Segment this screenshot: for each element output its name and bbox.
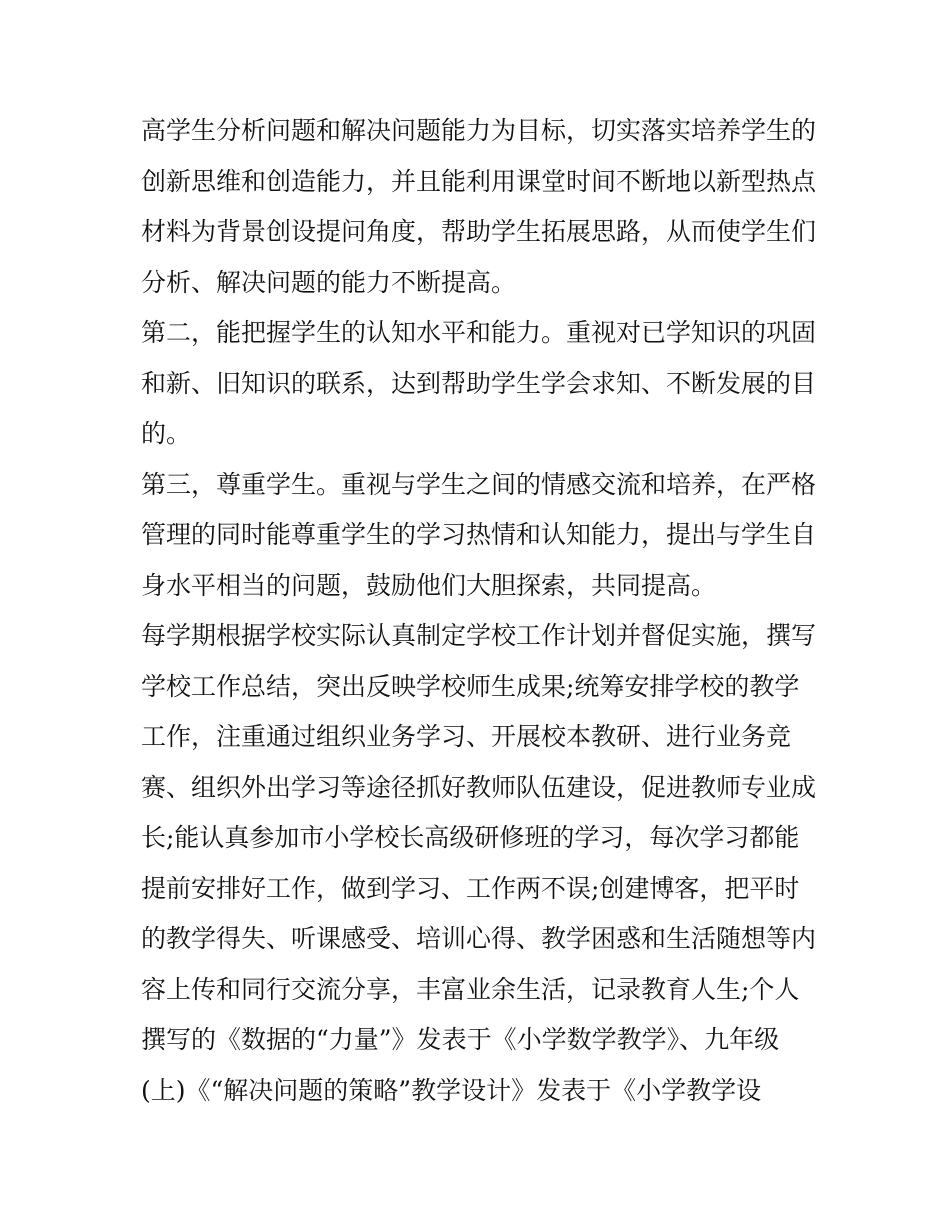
text-line: 身水平相当的问题，鼓励他们大胆探索，共同提高。 xyxy=(141,570,717,600)
text-line: 第三，尊重学生。重视与学生之间的情感交流和培养，在严格 xyxy=(141,469,817,499)
text-line: (上)《“解决问题的策略”教学设计》发表于《小学教学设 xyxy=(141,1075,762,1105)
text-line: 学校工作总结，突出反映学校师生成果;统筹安排学校的教学 xyxy=(141,671,800,701)
text-line: 高学生分析问题和解决问题能力为目标，切实落实培养学生的 xyxy=(141,116,817,145)
text-line: 撰写的《数据的“力量”》发表于《小学数学教学》、九年级 xyxy=(141,1025,780,1054)
text-line: 的教学得失、听课感受、培训心得、教学困惑和生活随想等内 xyxy=(141,924,817,953)
text-line: 的。 xyxy=(141,419,192,448)
text-line: 提前安排好工作，做到学习、工作两不误;创建博客，把平时 xyxy=(141,873,800,903)
text-line: 工作，注重通过组织业务学习、开展校本教研、进行业务竞 xyxy=(141,722,792,751)
text-line: 和新、旧知识的联系，达到帮助学生学会求知、不断发展的目 xyxy=(141,368,817,398)
text-line: 第二，能把握学生的认知水平和能力。重视对已学知识的巩固 xyxy=(141,318,817,347)
text-line: 容上传和同行交流分享，丰富业余生活，记录教育人生;个人 xyxy=(141,974,800,1004)
text-line: 创新思维和创造能力，并且能利用课堂时间不断地以新型热点 xyxy=(141,166,817,196)
text-line: 分析、解决问题的能力不断提高。 xyxy=(141,267,517,297)
text-line: 每学期根据学校实际认真制定学校工作计划并督促实施，撰写 xyxy=(141,621,817,650)
text-line: 材料为背景创设提问角度，帮助学生拓展思路，从而使学生们 xyxy=(141,217,817,246)
text-line: 长;能认真参加市小学校长高级研修班的学习，每次学习都能 xyxy=(141,823,800,852)
text-line: 赛、组织外出学习等途径抓好教师队伍建设，促进教师专业成 xyxy=(141,772,817,802)
body-text xyxy=(141,106,821,1116)
text-line: 管理的同时能尊重学生的学习热情和认知能力，提出与学生自 xyxy=(141,520,817,549)
